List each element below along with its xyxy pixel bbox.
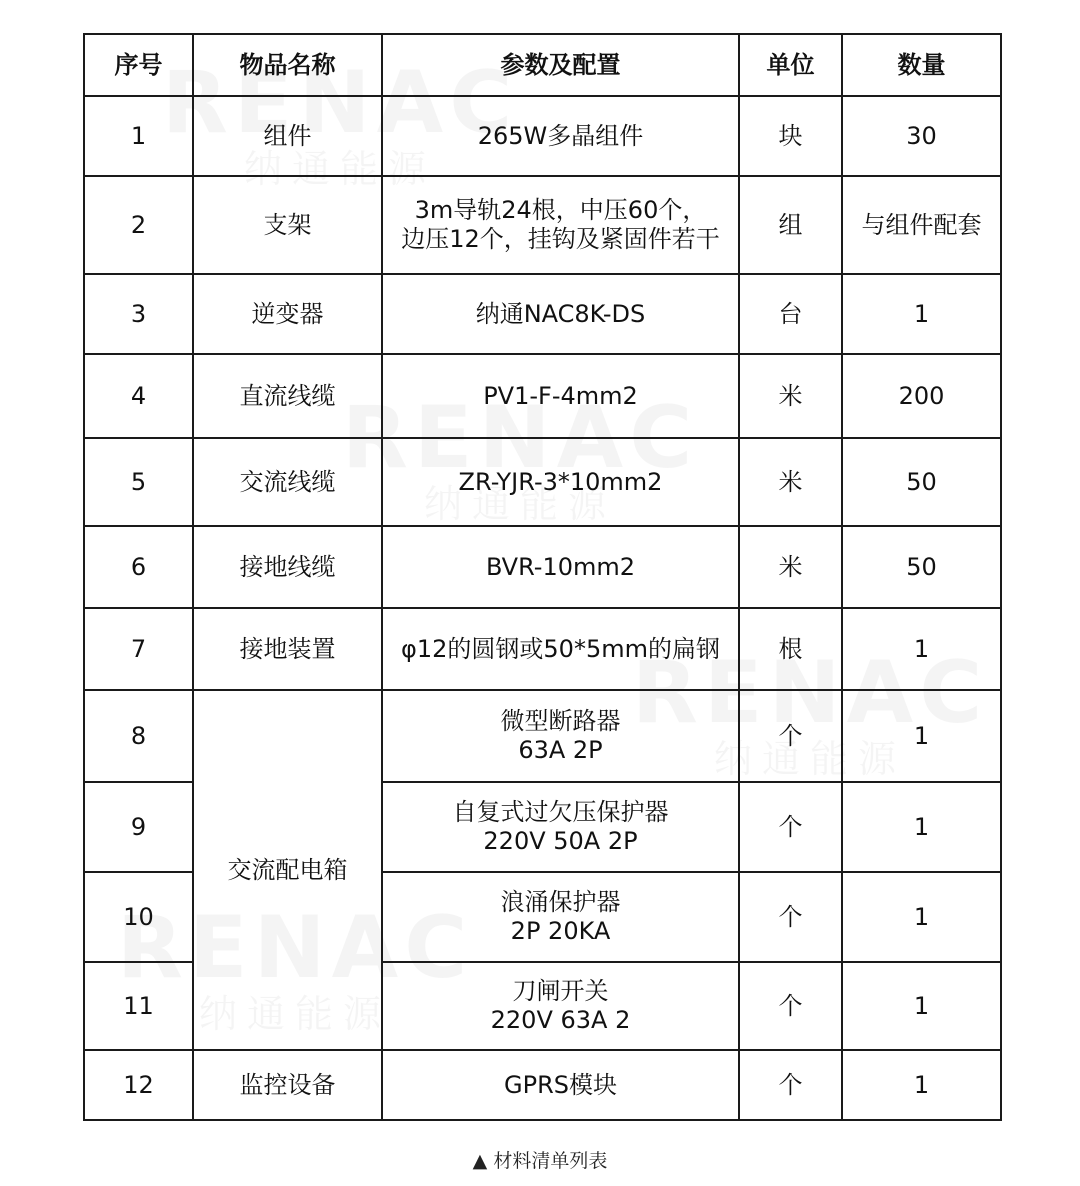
spec-line: BVR-10mm2 (485, 552, 636, 581)
spec-line: 2P 20KA (510, 917, 611, 945)
table-row (84, 274, 1001, 354)
row-spec (382, 872, 739, 962)
row-no: 4 (84, 354, 193, 438)
row-qty: 1 (842, 690, 1001, 782)
materials-table (83, 33, 1002, 1121)
header-unit: 单位 (739, 34, 842, 96)
row-spec (382, 176, 739, 274)
row-qty: 50 (842, 438, 1001, 526)
row-qty: 1 (842, 962, 1001, 1050)
row-spec (382, 438, 739, 526)
row-qty: 30 (842, 96, 1001, 176)
row-unit: 个 (739, 782, 842, 872)
spec-line: 刀闸开关 (512, 977, 609, 1005)
header-qty: 数量 (842, 34, 1001, 96)
spec-line: 自复式过欠压保护器 (452, 798, 669, 826)
table-caption: ▲ 材料清单列表 (472, 1150, 608, 1172)
row-qty: 200 (842, 354, 1001, 438)
row-qty: 1 (842, 274, 1001, 354)
row-no: 3 (84, 274, 193, 354)
table-row (84, 1050, 1001, 1120)
table-row (84, 354, 1001, 438)
row-no: 8 (84, 690, 193, 782)
row-unit: 米 (739, 438, 842, 526)
row-name: 监控设备 (193, 1050, 382, 1120)
row-qty: 1 (842, 782, 1001, 872)
row-unit: 个 (739, 962, 842, 1050)
row-unit: 组 (739, 176, 842, 274)
row-name: 接地装置 (193, 608, 382, 690)
spec-line: 浪涌保护器 (500, 888, 621, 916)
spec-line: ZR-YJR-3*10mm2 (458, 467, 663, 496)
row-spec (382, 1050, 739, 1120)
row-qty: 1 (842, 1050, 1001, 1120)
row-no: 6 (84, 526, 193, 608)
row-unit: 台 (739, 274, 842, 354)
row-no: 11 (84, 962, 193, 1050)
spec-line: 微型断路器 (500, 707, 621, 735)
row-no: 10 (84, 872, 193, 962)
row-spec (382, 782, 739, 872)
row-name: 接地线缆 (193, 526, 382, 608)
row-qty: 1 (842, 608, 1001, 690)
row-spec (382, 274, 739, 354)
spec-line: 3m导轨24根，中压60个， (414, 196, 707, 224)
row-unit: 块 (739, 96, 842, 176)
spec-line: φ12的圆钢或50*5mm的扁钢 (401, 634, 720, 663)
row-spec (382, 608, 739, 690)
table-row (84, 438, 1001, 526)
row-unit: 个 (739, 1050, 842, 1120)
spec-line: 边压12个，挂钩及紧固件若干 (401, 225, 720, 253)
row-no: 1 (84, 96, 193, 176)
row-unit: 米 (739, 354, 842, 438)
row-name: 逆变器 (193, 274, 382, 354)
spec-line: 63A 2P (518, 736, 603, 764)
spec-line: 220V 50A 2P (483, 827, 638, 855)
spec-line: GPRS模块 (504, 1070, 617, 1099)
row-unit: 根 (739, 608, 842, 690)
row-qty: 1 (842, 872, 1001, 962)
row-name: 交流配电箱 (193, 690, 382, 1050)
row-no: 5 (84, 438, 193, 526)
row-unit: 个 (739, 872, 842, 962)
table-row (84, 526, 1001, 608)
row-spec (382, 962, 739, 1050)
row-unit: 米 (739, 526, 842, 608)
table-header-row (84, 34, 1001, 96)
row-name: 直流线缆 (193, 354, 382, 438)
table-row (84, 96, 1001, 176)
row-name: 交流线缆 (193, 438, 382, 526)
table-row (84, 176, 1001, 274)
row-spec (382, 526, 739, 608)
row-spec (382, 354, 739, 438)
row-no: 12 (84, 1050, 193, 1120)
row-spec (382, 690, 739, 782)
row-unit: 个 (739, 690, 842, 782)
header-spec: 参数及配置 (382, 34, 739, 96)
header-no: 序号 (84, 34, 193, 96)
table-row (84, 690, 1001, 782)
row-no: 2 (84, 176, 193, 274)
spec-line: PV1-F-4mm2 (483, 381, 638, 410)
spec-line: 220V 63A 2 (490, 1006, 631, 1034)
row-no: 7 (84, 608, 193, 690)
spec-line: 265W多晶组件 (477, 121, 644, 150)
row-name: 支架 (193, 176, 382, 274)
row-no: 9 (84, 782, 193, 872)
header-name: 物品名称 (193, 34, 382, 96)
row-qty: 50 (842, 526, 1001, 608)
table-row (84, 608, 1001, 690)
row-spec (382, 96, 739, 176)
row-qty: 与组件配套 (842, 176, 1001, 274)
spec-line: 纳通NAC8K-DS (475, 299, 646, 328)
row-name: 组件 (193, 96, 382, 176)
